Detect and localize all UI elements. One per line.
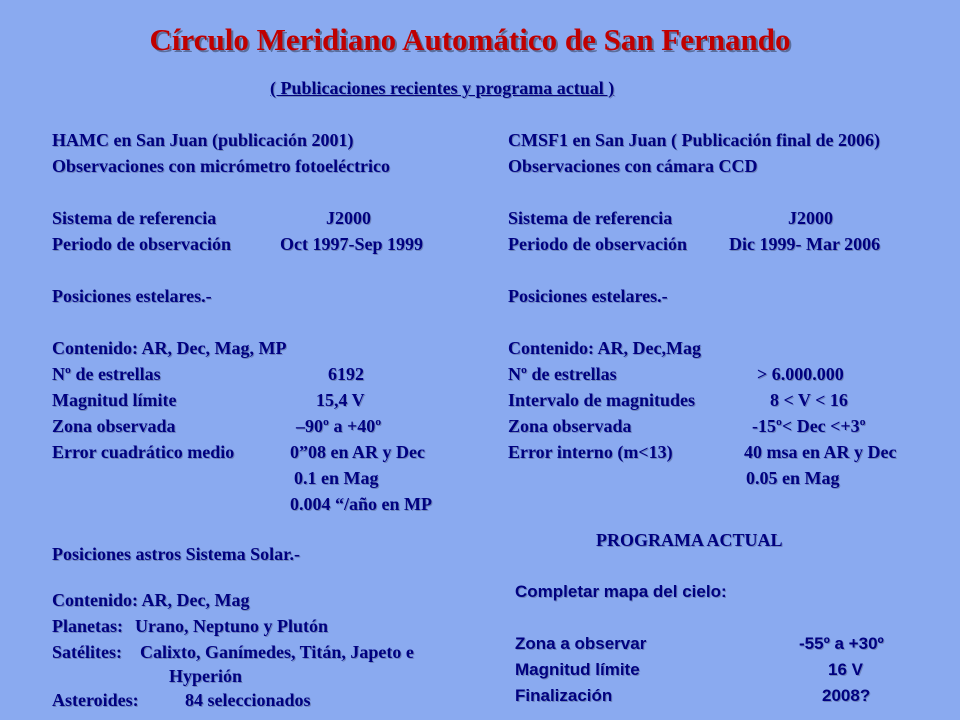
right-error-label: Error interno (m<13) [508,442,673,462]
left-error-value-2: 0.1 en Mag [294,468,379,488]
left-satellites-value-2: Hyperión [169,666,243,686]
left-asteroids-label: Asteroides: [52,690,139,710]
right-nstars-value: > 6.000.000 [757,364,844,384]
right-heading-1: CMSF1 en San Juan ( Publicación final de 2006) [508,130,881,150]
left-ref-label: Sistema de referencia [52,208,217,228]
right-magint-value: 8 < V < 16 [770,390,848,410]
right-zone-label: Zona observada [508,416,632,436]
left-planets-label: Planetas: [52,616,123,636]
left-asteroids-value: 84 seleccionados [185,690,311,710]
left-star-positions: Posiciones estelares.- [52,286,212,306]
left-maglim-label: Magnitud límite [52,390,177,410]
page-title: Círculo Meridiano Automático de San Fernando [149,22,791,57]
program-intro: Completar mapa del cielo: [515,582,727,601]
right-error-value-2: 0.05 en Mag [746,468,840,488]
right-ref-value: J2000 [788,208,833,228]
left-satellites-value: Calixto, Ganímedes, Titán, Japeto e [140,642,414,662]
left-solar-content: Contenido: AR, Dec, Mag [52,590,250,610]
right-ref-label: Sistema de referencia [508,208,673,228]
right-period-value: Dic 1999- Mar 2006 [729,234,881,254]
page-subtitle: ( Publicaciones recientes y programa actual ) [270,78,615,98]
right-period-label: Periodo de observación [508,234,687,254]
left-content: Contenido: AR, Dec, Mag, MP [52,338,287,358]
left-error-label: Error cuadrático medio [52,442,235,462]
left-zone-value: –90º a +40º [296,416,382,436]
left-error-value-1: 0”08 en AR y Dec [290,442,425,462]
left-nstars-value: 6192 [328,364,364,384]
program-zone-label: Zona a observar [515,634,647,653]
program-maglim-value: 16 V [828,660,863,679]
right-zone-value: -15º< Dec <+3º [752,416,866,436]
program-end-label: Finalización [515,686,613,705]
program-title: PROGRAMA ACTUAL [596,530,783,550]
left-nstars-label: Nº de estrellas [52,364,161,384]
left-maglim-value: 15,4 V [316,390,365,410]
left-heading-1: HAMC en San Juan (publicación 2001) [52,130,354,150]
right-nstars-label: Nº de estrellas [508,364,617,384]
left-solar-positions: Posiciones astros Sistema Solar.- [52,544,301,564]
left-heading-2: Observaciones con micrómetro fotoeléctrico [52,156,391,176]
left-period-value: Oct 1997-Sep 1999 [280,234,423,254]
left-ref-value: J2000 [326,208,371,228]
left-error-value-3: 0.004 “/año en MP [290,494,432,514]
program-zone-value: -55º a +30º [799,634,884,653]
program-maglim-label: Magnitud límite [515,660,640,679]
left-period-label: Periodo de observación [52,234,231,254]
program-end-value: 2008? [822,686,871,705]
left-zone-label: Zona observada [52,416,176,436]
left-planets-value: Urano, Neptuno y Plutón [135,616,329,636]
right-error-value-1: 40 msa en AR y Dec [744,442,897,462]
right-star-positions: Posiciones estelares.- [508,286,668,306]
right-content: Contenido: AR, Dec,Mag [508,338,701,358]
right-magint-label: Intervalo de magnitudes [508,390,696,410]
right-heading-2: Observaciones con cámara CCD [508,156,758,176]
left-satellites-label: Satélites: [52,642,122,662]
